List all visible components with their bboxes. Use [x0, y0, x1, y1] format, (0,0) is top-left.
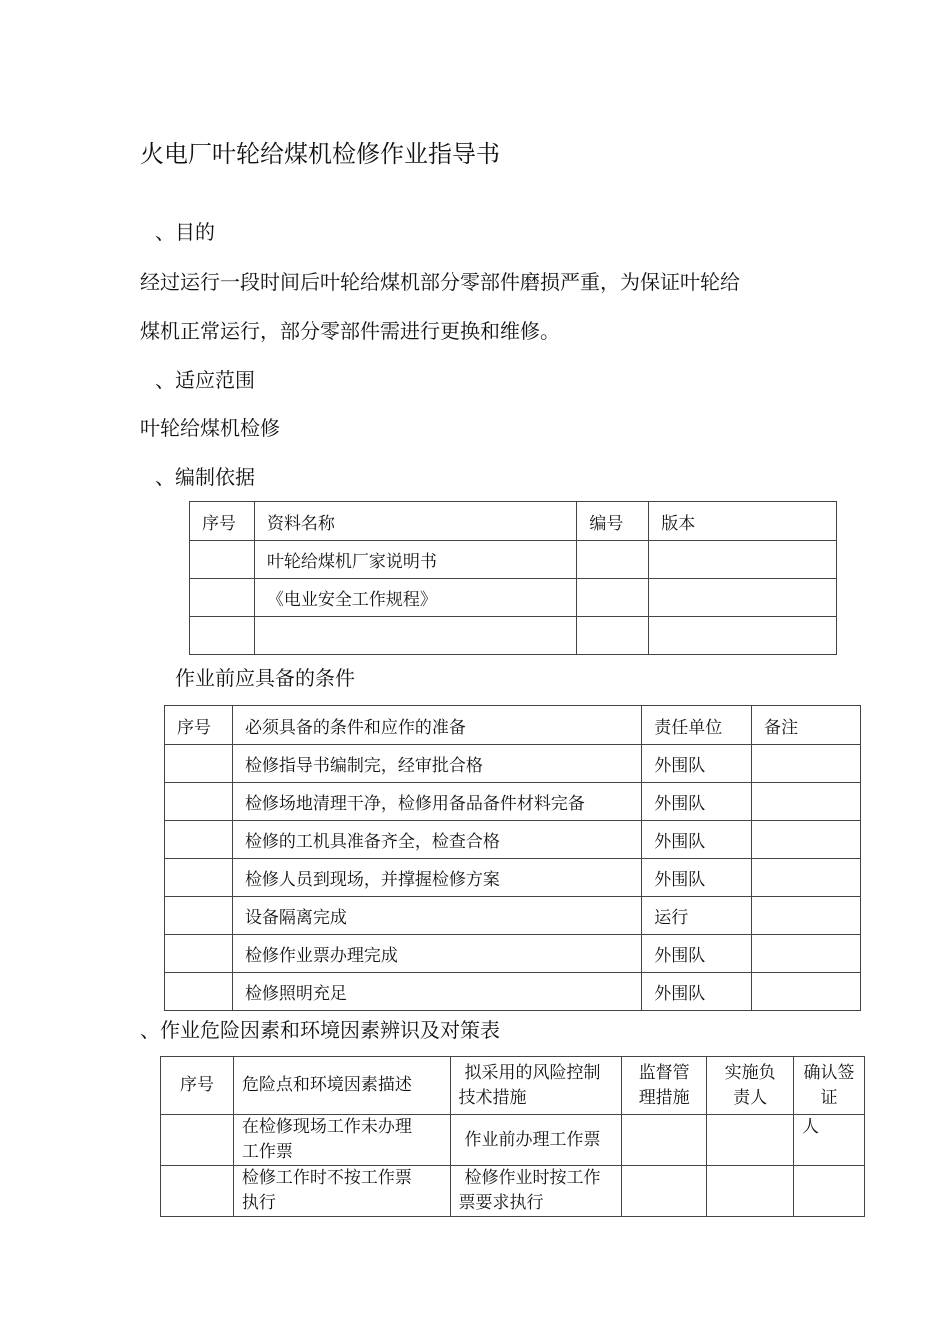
header-line: 拟采用的风险控制: [464, 1062, 601, 1083]
table-cell: 外围队: [642, 745, 752, 783]
cell-line: 人: [802, 1117, 820, 1137]
conditions-table: [164, 705, 861, 1011]
table-cell: [794, 1166, 865, 1217]
header-line: 责人: [733, 1087, 768, 1108]
header-cell-owner: [707, 1057, 794, 1115]
table-header-row: [161, 1057, 865, 1115]
table-row: [190, 541, 837, 579]
table-cell: 检修照明充足: [232, 973, 641, 1011]
cell-line: 在检修现场工作未办理: [241, 1117, 412, 1137]
header-cell-confirm: [794, 1057, 865, 1115]
table-cell: [233, 1166, 450, 1217]
table-cell: 设备隔离完成: [232, 897, 641, 935]
table-cell: 运行: [642, 897, 752, 935]
header-line: 危险点和环境因素描述: [241, 1075, 412, 1095]
table-row: [165, 745, 861, 783]
table-row: [165, 897, 861, 935]
table-row: [190, 579, 837, 617]
purpose-text-line1: 经过运行一段时间后叶轮给煤机部分零部件磨损严重，为保证叶轮给: [140, 270, 740, 294]
header-line: 监督管: [638, 1062, 690, 1083]
table-cell: [450, 1115, 622, 1166]
table-cell: [165, 935, 233, 973]
cell-line: 检修作业时按工作: [464, 1168, 601, 1188]
cell-line: 作业前办理工作票: [464, 1129, 601, 1150]
header-line: 技术措施: [458, 1087, 527, 1108]
header-line: 理措施: [638, 1087, 690, 1108]
table-header-row: [190, 502, 837, 541]
table-cell: 检修场地清理干净，检修用备品备件材料完备: [232, 783, 641, 821]
table-cell: 检修指导书编制完，经审批合格: [232, 745, 641, 783]
header-cell: 责任单位: [642, 706, 752, 745]
table-cell: [752, 935, 861, 973]
table-cell: 外围队: [642, 935, 752, 973]
header-cell-desc: [233, 1057, 450, 1115]
table-cell: [161, 1115, 234, 1166]
cell-line: 工作票: [241, 1142, 293, 1162]
basis-table: [189, 501, 837, 655]
section-hazards-heading: 、作业危险因素和环境因素辨识及对策表: [140, 1018, 500, 1042]
table-cell: [233, 1115, 450, 1166]
table-cell: 检修人员到现场，并撑握检修方案: [232, 859, 641, 897]
cell-line: 检修工作时不按工作票: [241, 1168, 412, 1188]
header-cell: 序号: [190, 502, 255, 541]
table-cell: [165, 745, 233, 783]
header-cell: 资料名称: [254, 502, 576, 541]
cell-line: 票要求执行: [458, 1193, 544, 1213]
hazard-table: [160, 1056, 865, 1217]
section-conditions-heading: 作业前应具备的条件: [175, 666, 355, 690]
table-cell: [450, 1166, 622, 1217]
table-row: [165, 973, 861, 1011]
table-cell: [165, 821, 233, 859]
table-cell: 《电业安全工作规程》: [254, 579, 576, 617]
header-cell: 必须具备的条件和应作的准备: [232, 706, 641, 745]
table-cell: [190, 541, 255, 579]
purpose-text-line2: 煤机正常运行，部分零部件需进行更换和维修。: [140, 319, 560, 343]
table-row: [165, 859, 861, 897]
table-cell: [752, 745, 861, 783]
table-cell: [752, 783, 861, 821]
table-cell: [707, 1166, 794, 1217]
section-purpose-heading: 、目的: [155, 220, 215, 244]
table-cell: [254, 617, 576, 655]
table-cell: [165, 859, 233, 897]
table-cell: [649, 579, 837, 617]
table-cell: [165, 783, 233, 821]
table-cell: 外围队: [642, 821, 752, 859]
table-cell: [577, 617, 649, 655]
section-basis-heading: 、编制依据: [155, 465, 255, 489]
header-cell-no: [161, 1057, 234, 1115]
table-row: [161, 1166, 865, 1217]
table-cell: [752, 821, 861, 859]
table-row: [165, 935, 861, 973]
header-line: 证: [820, 1087, 838, 1108]
table-cell: [707, 1115, 794, 1166]
header-cell-measure: [450, 1057, 622, 1115]
table-cell: [165, 897, 233, 935]
header-cell: 版本: [649, 502, 837, 541]
table-cell: 外围队: [642, 783, 752, 821]
table-row: [161, 1115, 865, 1166]
table-cell: 检修的工机具准备齐全，检查合格: [232, 821, 641, 859]
page-title: 火电厂叶轮给煤机检修作业指导书: [140, 140, 500, 168]
table-cell: 叶轮给煤机厂家说明书: [254, 541, 576, 579]
cell-line: 执行: [241, 1193, 276, 1213]
table-cell: [190, 579, 255, 617]
header-cell-supervise: [622, 1057, 707, 1115]
table-cell: [622, 1166, 707, 1217]
table-cell: 外围队: [642, 859, 752, 897]
table-cell: [622, 1115, 707, 1166]
scope-text: 叶轮给煤机检修: [140, 416, 280, 440]
table-row: [165, 821, 861, 859]
header-line: 确认签: [803, 1062, 855, 1083]
header-cell: 序号: [165, 706, 233, 745]
table-header-row: [165, 706, 861, 745]
header-cell: 备注: [752, 706, 861, 745]
header-cell: 编号: [577, 502, 649, 541]
table-cell: [649, 541, 837, 579]
table-cell: [752, 897, 861, 935]
table-cell: 外围队: [642, 973, 752, 1011]
header-line: 序号: [179, 1075, 214, 1095]
table-cell: [190, 617, 255, 655]
table-cell: [577, 579, 649, 617]
table-row: [190, 617, 837, 655]
table-cell: [165, 973, 233, 1011]
table-cell: [794, 1115, 865, 1166]
table-cell: [161, 1166, 234, 1217]
table-row: [165, 783, 861, 821]
table-cell: [649, 617, 837, 655]
header-line: 实施负: [724, 1062, 776, 1083]
table-cell: [752, 859, 861, 897]
table-cell: [752, 973, 861, 1011]
table-cell: [577, 541, 649, 579]
section-scope-heading: 、适应范围: [155, 368, 255, 392]
table-cell: 检修作业票办理完成: [232, 935, 641, 973]
